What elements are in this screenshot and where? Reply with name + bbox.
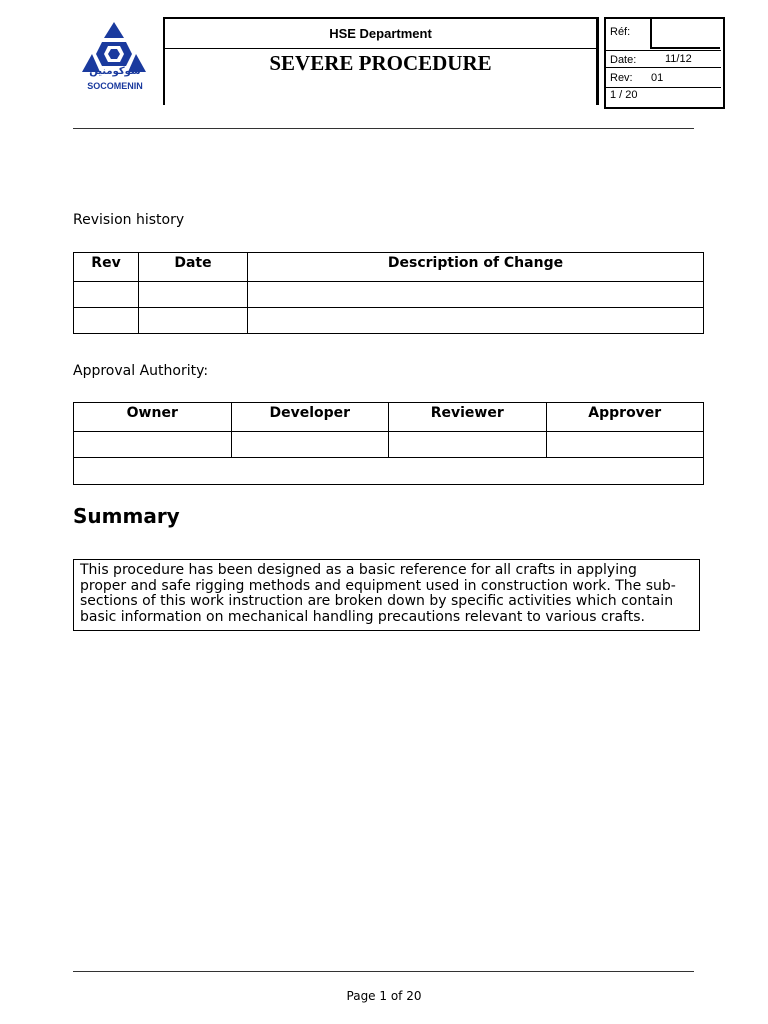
ref-value-box [650, 19, 720, 49]
page-number: 1 / 20 [610, 89, 638, 101]
summary-text [73, 559, 700, 631]
document-header [163, 17, 599, 105]
summary-line: proper and safe rigging methods and equipment used in construction work. The sub- [80, 577, 676, 594]
date-value: 11/12 [665, 53, 692, 65]
header-divider [73, 128, 694, 129]
approval-table [73, 402, 704, 485]
summary-line: basic information on mechanical handling precautions relevant to various crafts. [80, 608, 645, 625]
table-row [74, 308, 704, 334]
ref-label: Réf: [610, 26, 631, 38]
summary-line: sections of this work instruction are broken down by specific activities which contain [80, 593, 674, 609]
document-meta [604, 17, 725, 109]
logo-text: SOCOMENIN [87, 81, 143, 91]
approval-authority-label: Approval Authority: [73, 363, 209, 379]
revision-history-table [73, 252, 704, 334]
table-header-row [74, 403, 704, 432]
column-header: Date [139, 253, 248, 282]
table-row [74, 458, 704, 485]
column-header: Rev [74, 253, 139, 282]
document-title: SEVERE PROCEDURE [269, 51, 492, 75]
column-header: Owner [74, 403, 232, 432]
summary-line: This procedure has been designed as a basic reference for all crafts in applying [80, 562, 637, 578]
column-header: Developer [231, 403, 389, 432]
logo-arabic-text: سوكومنين [89, 66, 141, 77]
department-name: HSE Department [165, 19, 596, 49]
table-row [74, 432, 704, 458]
revision-history-label: Revision history [73, 212, 185, 228]
column-header: Reviewer [389, 403, 547, 432]
rev-label: Rev: [610, 72, 633, 84]
rev-value: 01 [651, 72, 664, 84]
column-header: Approver [546, 403, 704, 432]
footer-divider [73, 971, 694, 972]
date-label: Date: [610, 54, 637, 66]
table-row [74, 282, 704, 308]
footer-page-label: Page 1 of 20 [346, 989, 422, 1003]
table-header-row [74, 253, 704, 282]
column-header: Description of Change [248, 253, 704, 282]
summary-heading: Summary [73, 504, 180, 528]
